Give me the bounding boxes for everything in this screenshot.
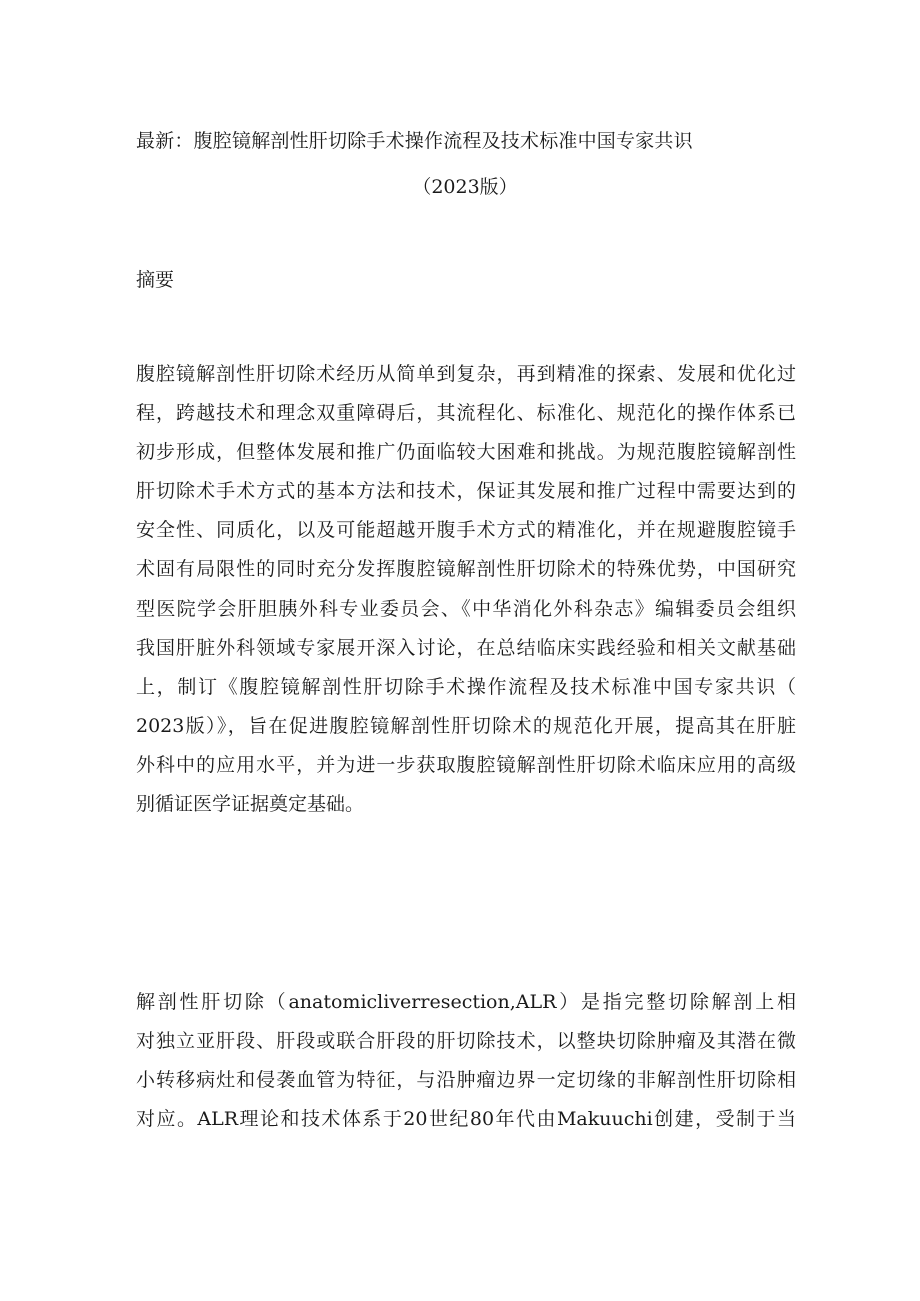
abstract-paragraph xyxy=(136,355,796,824)
text-line: 程，跨越技术和理念双重障碍后，其流程化、标准化、规范化的操作体系已 xyxy=(136,402,796,425)
text-line: 我国肝脏外科领域专家展开深入讨论，在总结临床实践经验和相关文献基础 xyxy=(136,636,796,659)
text-line: 解剖性肝切除（anatomicliverresection,ALR）是指完整切除解剖上相 xyxy=(136,991,796,1013)
text-line: 对应。ALR理论和技术体系于20世纪80年代由Makuuchi创建，受制于当 xyxy=(136,1108,796,1131)
document-subtitle: （2023版） xyxy=(412,176,518,198)
text-line: 对独立亚肝段、肝段或联合肝段的肝切除技术，以整块切除肿瘤及其潜在微 xyxy=(136,1030,796,1053)
text-line: 外科中的应用水平，并为进一步获取腹腔镜解剖性肝切除术临床应用的高级 xyxy=(136,753,796,776)
text-line: 型医院学会肝胆胰外科专业委员会、《中华消化外科杂志》编辑委员会组织 xyxy=(136,597,796,620)
text-line: 别循证医学证据奠定基础。 xyxy=(136,793,365,816)
text-line: 术固有局限性的同时充分发挥腹腔镜解剖性肝切除术的特殊优势，中国研究 xyxy=(136,558,796,581)
text-line: 2023版）》，旨在促进腹腔镜解剖性肝切除术的规范化开展，提高其在肝脏 xyxy=(136,714,796,737)
text-line: 上，制订《腹腔镜解剖性肝切除手术操作流程及技术标准中国专家共识（ xyxy=(136,675,796,698)
text-line: 腹腔镜解剖性肝切除术经历从简单到复杂，再到精准的探索、发展和优化过 xyxy=(136,363,796,385)
body-paragraph xyxy=(136,983,796,1139)
text-line: 小转移病灶和侵袭血管为特征，与沿肿瘤边界一定切缘的非解剖性肝切除相 xyxy=(136,1069,796,1092)
text-line: 初步形成，但整体发展和推广仍面临较大困难和挑战。为规范腹腔镜解剖性 xyxy=(136,441,796,464)
abstract-heading: 摘要 xyxy=(136,269,175,291)
text-line: 安全性、同质化，以及可能超越开腹手术方式的精准化，并在规避腹腔镜手 xyxy=(136,519,796,542)
document-title: 最新：腹腔镜解剖性肝切除手术操作流程及技术标准中国专家共识 xyxy=(136,130,693,152)
text-line: 肝切除术手术方式的基本方法和技术，保证其发展和推广过程中需要达到的 xyxy=(136,480,796,503)
